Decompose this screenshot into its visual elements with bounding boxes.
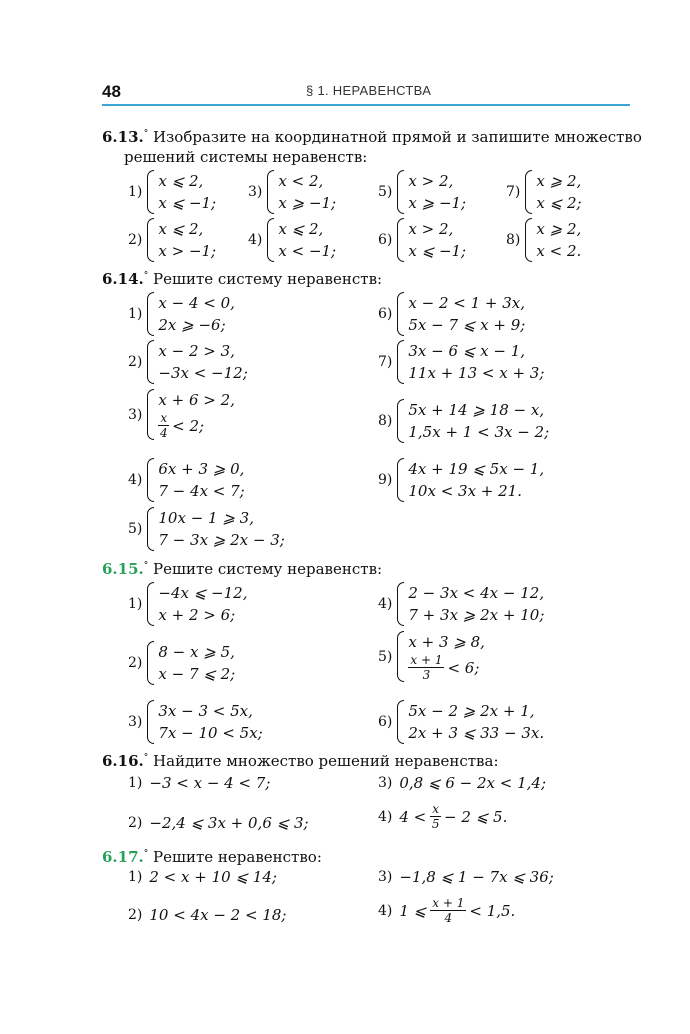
inequality-6-16-4: 4) 4 < $\frac{x}{5}$ − 2 ⩽ 5. [378, 802, 508, 831]
system-6-14-2: 2) x − 2 > 3, −3x < −12; [128, 342, 248, 382]
system-6-14-8: 8) 5x + 14 ⩾ 18 − x, 1,5x + 1 < 3x − 2; [378, 401, 550, 441]
inequality-6-16-1: 1) −3 < x − 4 < 7; [128, 774, 271, 792]
task-6-14-heading: 6.14.° Решите систему неравенств: [102, 270, 383, 288]
system-6-15-3: 3) 3x − 3 < 5x, 7x − 10 < 5x; [128, 702, 263, 742]
system-6-13-3: 3) x < 2, x ⩾ −1; [248, 172, 337, 212]
inequality-6-16-3: 3) 0,8 ⩽ 6 − 2x < 1,4; [378, 774, 546, 792]
task-number: 6.17. [102, 848, 144, 866]
system-6-14-5: 5) 10x − 1 ⩾ 3, 7 − 3x ⩾ 2x − 3; [128, 509, 285, 549]
system-6-14-9: 9) 4x + 19 ⩽ 5x − 1, 10x < 3x + 21. [378, 460, 545, 500]
task-text: Решите неравенство: [153, 848, 322, 866]
inequality-6-17-1: 1) 2 < x + 10 ⩽ 14; [128, 868, 277, 886]
task-text: Решите систему неравенств: [153, 560, 383, 578]
header-rule [102, 104, 630, 106]
system-6-13-4: 4) x ⩽ 2, x < −1; [248, 220, 337, 260]
task-text: Найдите множество решений неравенства: [153, 752, 499, 770]
page-header [102, 80, 630, 106]
system-6-13-7: 7) x ⩾ 2, x ⩽ 2; [506, 172, 582, 212]
system-6-13-6: 6) x > 2, x ⩽ −1; [378, 220, 467, 260]
page-number: 48 [102, 82, 121, 101]
task-text-cont: решений системы неравенств: [124, 148, 368, 166]
task-number: 6.13. [102, 128, 144, 146]
system-6-13-5: 5) x > 2, x ⩾ −1; [378, 172, 467, 212]
system-6-13-1: 1) x ⩽ 2, x ⩽ −1; [128, 172, 217, 212]
system-6-14-1: 1) x − 4 < 0, 2x ⩾ −6; [128, 294, 235, 334]
system-6-15-4: 4) 2 − 3x < 4x − 12, 7 + 3x ⩾ 2x + 10; [378, 584, 545, 624]
system-6-14-3: 3) x + 6 > 2, $\frac{x}{4}$ < 2; [128, 391, 235, 440]
inequality-6-16-2: 2) −2,4 ⩽ 3x + 0,6 ⩽ 3; [128, 814, 309, 832]
task-6-15-heading: 6.15.° Решите систему неравенств: [102, 560, 383, 578]
system-6-14-4: 4) 6x + 3 ⩾ 0, 7 − 4x < 7; [128, 460, 245, 500]
section-title: § 1. НЕРАВЕНСТВА [306, 83, 432, 98]
inequality-6-17-3: 3) −1,8 ⩽ 1 − 7x ⩽ 36; [378, 868, 554, 886]
system-6-15-1: 1) −4x ⩽ −12, x + 2 > 6; [128, 584, 248, 624]
task-text: Решите систему неравенств: [153, 270, 383, 288]
task-number: 6.16. [102, 752, 144, 770]
system-6-13-2: 2) x ⩽ 2, x > −1; [128, 220, 217, 260]
system-6-14-7: 7) 3x − 6 ⩽ x − 1, 11x + 13 < x + 3; [378, 342, 545, 382]
task-number: 6.15. [102, 560, 144, 578]
system-6-14-6: 6) x − 2 < 1 + 3x, 5x − 7 ⩽ x + 9; [378, 294, 526, 334]
inequality-6-17-4: 4) 1 ⩽ $\frac{x + 1}{4}$ < 1,5. [378, 896, 516, 925]
task-6-17-heading: 6.17.° Решите неравенство: [102, 848, 322, 866]
task-6-16-heading: 6.16.° Найдите множество решений неравенства: [102, 752, 499, 770]
system-6-15-6: 6) 5x − 2 ⩾ 2x + 1, 2x + 3 ⩽ 33 − 3x. [378, 702, 545, 742]
system-6-15-2: 2) 8 − x ⩾ 5, x − 7 ⩽ 2; [128, 643, 236, 683]
task-number: 6.14. [102, 270, 144, 288]
task-6-13-heading: 6.13.° Изобразите на координатной прямой и запишите множество решений системы неравенств: [102, 128, 642, 166]
system-6-13-8: 8) x ⩾ 2, x < 2. [506, 220, 582, 260]
system-6-15-5: 5) x + 3 ⩾ 8, $\frac{x + 1}{3}$ < 6; [378, 633, 485, 682]
task-text: Изобразите на координатной прямой и запишите множество [153, 128, 642, 146]
inequality-6-17-2: 2) 10 < 4x − 2 < 18; [128, 906, 287, 924]
